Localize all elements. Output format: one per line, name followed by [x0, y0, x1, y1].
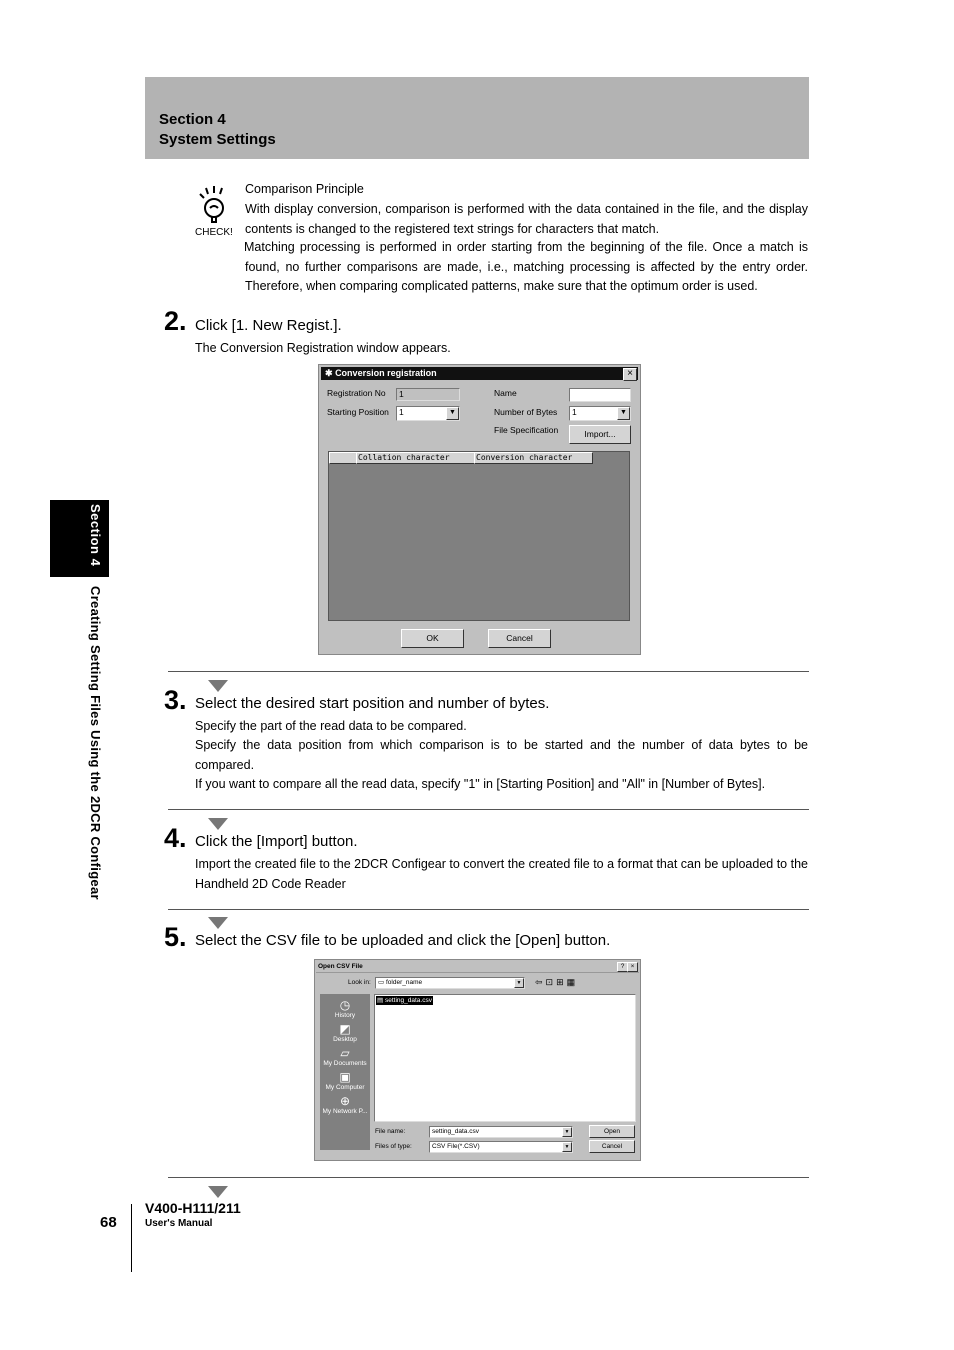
open-csv-file-dialog — [314, 959, 641, 1161]
step-4-desc: Import the created file to the 2DCR Configear to convert the created file to a format that can be uploaded to the Handheld 2D Code Reader — [195, 857, 808, 891]
file-icon: ▤ — [377, 997, 384, 1004]
manual-label: User's Manual — [145, 1218, 213, 1229]
page-number: 68 — [100, 1214, 117, 1231]
dialog2-titlebar — [316, 961, 639, 973]
dialog1-title: Conversion registration — [335, 368, 437, 378]
number-of-bytes-label: Number of Bytes — [494, 407, 558, 417]
close-button[interactable]: × — [623, 368, 637, 381]
step-2-title: Click [1. New Regist.]. — [195, 317, 342, 334]
check-icon — [194, 184, 238, 246]
divider — [168, 909, 809, 910]
section-number: Section 4 — [159, 111, 226, 128]
side-tab-section: Section 4 — [88, 504, 103, 567]
chevron-down-icon[interactable]: ▼ — [617, 407, 630, 420]
look-in-value: folder_name — [385, 979, 423, 986]
network-icon: ⊕ — [339, 1094, 351, 1108]
folder-icon: ▭ — [378, 979, 385, 986]
step-3-title: Select the desired start position and number of bytes. — [195, 695, 550, 712]
file-list — [374, 994, 636, 1122]
step-3-number: 3. — [164, 685, 187, 715]
places-history[interactable] — [320, 998, 370, 1019]
ok-button[interactable]: OK — [401, 629, 464, 648]
arrow-down-icon — [208, 917, 228, 929]
places-desktop-label: Desktop — [333, 1036, 357, 1043]
app-icon: ✱ — [325, 368, 333, 378]
import-button[interactable]: Import... — [569, 425, 631, 444]
file-name-input[interactable] — [429, 1126, 573, 1138]
registration-no-label: Registration No — [327, 388, 386, 398]
file-type-label: Files of type: — [375, 1143, 412, 1150]
toolbar-icons — [535, 977, 578, 988]
step-4-number: 4. — [164, 823, 187, 853]
name-input[interactable] — [569, 388, 631, 402]
step-4-title: Click the [Import] button. — [195, 833, 358, 850]
check-para-2: Matching processing is performed in order starting from the beginning of the file. Once a match is found, no further comparisons are made, i.e., matching processing is affected by the entry order. Therefore, when comparing complicated patterns, make sure that the optimum order is used. — [244, 240, 808, 293]
dialog1-titlebar — [321, 367, 638, 380]
divider — [168, 671, 809, 672]
cancel-button[interactable]: Cancel — [589, 1140, 635, 1153]
conversion-table — [328, 451, 630, 621]
look-in-label: Look in: — [348, 979, 371, 986]
new-folder-icon[interactable]: ⊞ — [556, 977, 567, 987]
desktop-icon: ◩ — [339, 1022, 351, 1036]
dialog2-title: Open CSV File — [318, 963, 363, 970]
chevron-down-icon[interactable]: ▼ — [562, 1127, 572, 1137]
places-desktop[interactable] — [320, 1022, 370, 1043]
section-side-tab — [50, 500, 109, 577]
cancel-button[interactable]: Cancel — [488, 629, 551, 648]
close-button[interactable]: × — [627, 962, 638, 972]
check-para-1: With display conversion, comparison is performed with the data contained in the file, and the display contents is changed to the registered text strings for characters that match. — [245, 202, 808, 236]
starting-position-value: 1 — [399, 407, 404, 417]
table-corner — [329, 452, 357, 464]
computer-icon: ▣ — [339, 1070, 351, 1084]
step-3-desc-3: If you want to compare all the read data, specify "1" in [Starting Position] and "All" in [Number of Bytes]. — [195, 777, 766, 791]
view-menu-icon[interactable]: ▦ — [566, 977, 579, 987]
chevron-down-icon[interactable]: ▼ — [514, 978, 524, 988]
chevron-down-icon[interactable]: ▼ — [562, 1142, 572, 1152]
folder-icon: ▱ — [340, 1046, 350, 1060]
help-button[interactable]: ? — [617, 962, 628, 972]
registration-no-field: 1 — [396, 388, 460, 401]
file-type-select[interactable] — [429, 1141, 573, 1153]
number-of-bytes-value: 1 — [572, 407, 577, 417]
places-my-network[interactable] — [320, 1094, 370, 1115]
places-bar — [320, 994, 370, 1150]
step-5-title: Select the CSV file to be uploaded and click the [Open] button. — [195, 932, 611, 949]
conversion-character-header[interactable]: Conversion character — [474, 452, 593, 464]
section-title: System Settings — [159, 131, 276, 148]
starting-position-select[interactable] — [396, 406, 460, 421]
places-my-computer-label: My Computer — [325, 1084, 365, 1091]
section-header — [145, 77, 809, 159]
check-title: Comparison Principle — [245, 182, 364, 196]
collation-character-header[interactable]: Collation character — [356, 452, 475, 464]
file-type-value: CSV File(*.CSV) — [432, 1143, 480, 1150]
file-name-value: setting_data.csv — [432, 1128, 479, 1135]
places-history-label: History — [334, 1012, 356, 1019]
look-in-select[interactable] — [375, 977, 525, 989]
places-my-documents[interactable] — [320, 1046, 370, 1067]
number-of-bytes-select[interactable] — [569, 406, 631, 421]
footer-divider — [131, 1204, 132, 1272]
file-name-label: File name: — [375, 1128, 406, 1135]
name-label: Name — [494, 388, 517, 398]
divider — [168, 1177, 809, 1178]
arrow-down-icon — [208, 818, 228, 830]
step-2-number: 2. — [164, 306, 187, 336]
check-label: CHECK! — [195, 227, 233, 238]
starting-position-label: Starting Position — [327, 407, 389, 417]
open-button[interactable]: Open — [589, 1125, 635, 1138]
back-icon[interactable]: ⇦ — [535, 977, 546, 987]
arrow-down-icon — [208, 680, 228, 692]
product-model: V400-H111/211 — [145, 1200, 241, 1216]
places-my-documents-label: My Documents — [323, 1060, 367, 1067]
arrow-down-icon — [208, 1186, 228, 1198]
places-my-computer[interactable] — [320, 1070, 370, 1091]
step-5-number: 5. — [164, 922, 187, 952]
step-3-desc-2: Specify the data position from which comparison is to be started and the number of data bytes to be compared. — [195, 738, 808, 772]
up-folder-icon[interactable]: ⊡ — [545, 977, 557, 987]
file-item-label: setting_data.csv — [384, 997, 432, 1004]
side-chapter-title: Creating Setting Files Using the 2DCR Configear — [88, 586, 103, 900]
places-my-network-label: My Network P... — [322, 1108, 368, 1115]
chevron-down-icon[interactable]: ▼ — [446, 407, 459, 420]
divider — [168, 809, 809, 810]
step-2-desc: The Conversion Registration window appears. — [195, 341, 451, 355]
conversion-registration-dialog — [318, 364, 641, 655]
step-3-desc-1: Specify the part of the read data to be compared. — [195, 719, 467, 733]
list-item[interactable] — [376, 996, 433, 1005]
file-specification-label: File Specification — [494, 425, 559, 435]
history-icon: ◷ — [339, 998, 351, 1012]
